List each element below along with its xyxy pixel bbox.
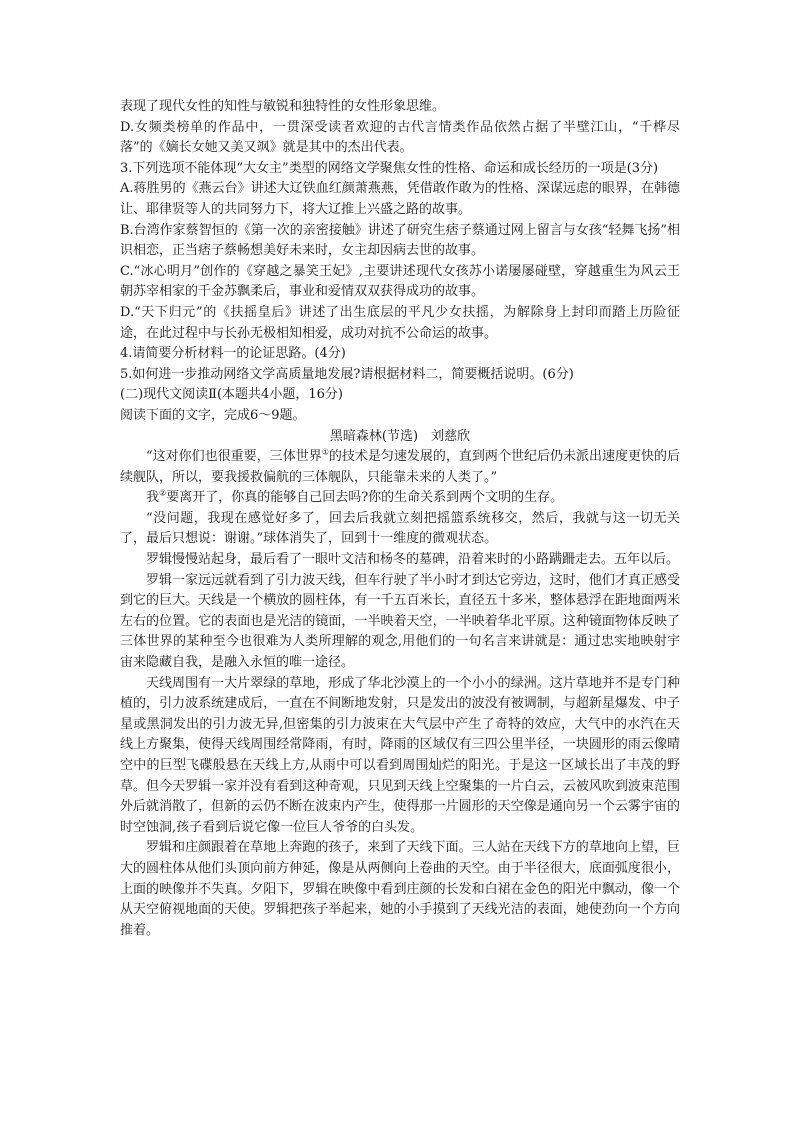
paragraph-text: 的技术是匀速发展的，直到两个世纪后仍未派出速度更快的后续舰队，所以，要我援救偏航的三体舰队，只能靠未来的人类了。” — [120, 449, 680, 485]
question-3-option-b: B.台湾作家蔡智恒的《第一次的亲密接触》讲述了研究生痞子蔡通过网上留言与女孩“轻舞飞扬”相识相恋，正当痞子蔡畅想美好未来时，女主却因病去世的故事。 — [120, 222, 680, 259]
reading-instruction: 阅读下面的文字，完成6～9题。 — [120, 407, 306, 423]
question-3-stem: 3.下列选项不能体现“大女主”类型的网络文学聚焦女性的性格、命运和成长经历的一项是(3分) — [120, 160, 659, 176]
paragraph-text: 我 — [146, 490, 160, 506]
question-3-option-d: D.“天下归元”的《扶摇皇后》讲述了出生底层的平凡少女扶摇，为解除身上封印而踏上历险征途，在此过程中与长孙无极相知相爱，成功对抗不公命运的故事。 — [120, 304, 680, 341]
paragraph-text: “这对你们也很重要，三体世界 — [146, 449, 322, 465]
material-line: 表现了现代女性的知性与敏锐和独特性的女性形象思维。 — [120, 99, 446, 114]
question-4: 4.请简要分析材料一的论证思路。(4分) — [120, 346, 346, 362]
footnote-marker: ① — [321, 447, 329, 457]
section-heading: (二)现代文阅读Ⅱ(本题共4小题，16分) — [120, 387, 343, 403]
document-page — [120, 97, 680, 941]
passage-paragraph-5: 罗辑一家远远就看到了引力波天线，但车行驶了半小时才到达它旁边，这时，他们才真正感受到它的巨大。天线是一个横放的圆柱体，有一千五百米长，直径五十多米，整体悬浮在距地面两米左右的位置。它的表面也是光洁的镜面，一半映着天空，一半映着华北平原。这种镜面物体反映了三体世界的某种至今也很难为人类所理解的观念,用他们的一句名言来讲就是：通过忠实地映射宇宙来隐藏自我，是融入永恒的唯一途径。 — [120, 572, 680, 671]
paragraph-text: 要离开了，你真的能够自己回去吗?你的生命关系到两个文明的生存。 — [166, 490, 564, 506]
question-3-option-a: A.蒋胜男的《燕云台》讲述大辽铁血红颜萧燕燕，凭借敢作敢为的性格、深谋远虑的眼界，在韩德让、耶律贤等人的共同努力下，将大辽推上兴盛之路的故事。 — [120, 181, 680, 217]
passage-paragraph-4: 罗辑慢慢站起身，最后看了一眼叶文洁和杨冬的墓碑，沿着来时的小路蹒跚走去。五年以后。 — [146, 552, 680, 568]
passage-paragraph-1 — [120, 447, 680, 488]
passage-paragraph-6: 天线周围有一大片翠绿的草地，形成了华北沙漠上的一个小小的绿洲。这片草地并不是专门种植的，引力波系统建成后，一直在不间断地发射，只是发出的波没有被调制，与超新星爆发、中子星或黑洞发出的引力波无异,但密集的引力波束在大气层中产生了奇特的效应，大气中的水汽在天线上方聚集，使得天线周围经常降雨，有时，降雨的区域仅有三四公里半径，一块圆形的雨云像晴空中的巨型飞碟般悬在天线上方,从雨中可以看到周围灿烂的阳光。于是这一区域长出了丰茂的野草。但今天罗辑一家并没有看到这种奇观，只见到天线上空聚集的一片白云，云被风吹到波束范围外后就消散了，但新的云仍不断在波束内产生，使得那一片圆形的天空像是通向另一个云雾宇宙的时空蚀洞,孩子看到后说它像一位巨人爷爷的白头发。 — [120, 675, 680, 835]
passage-paragraph-7: 罗辑和庄颜跟着在草地上奔跑的孩子，来到了天线下面。三人站在天线下方的草地向上望，巨大的圆柱体从他们头顶向前方伸延，像是从两侧向上卷曲的天空。由于半径很大，底面弧度很小，上面的映像并不失真。夕阳下，罗辑在映像中看到庄颜的长发和白裙在金色的阳光中飘动，像一个从天空俯视地面的天使。罗辑把孩子举起来，她的小手摸到了天线光洁的表面，她使劲向一个方向推着。 — [120, 840, 680, 938]
question-3-option-c: C.“冰心明月”创作的《穿越之暴笑王妃》,主要讲述现代女孩苏小诺屡屡碰壁，穿越重生为风云王朝苏宰相家的千金苏飘柔后，事业和爱情双双获得成功的故事。 — [120, 263, 680, 300]
passage-paragraph-2 — [120, 488, 680, 509]
passage-paragraph-3: “没问题，我现在感觉好多了，回去后我就立刻把摇篮系统移交，然后，我就与这一切无关了，最后只想说：谢谢。”球体消失了，回到十一维度的微观状态。 — [120, 510, 680, 547]
footnote-marker: ② — [159, 488, 167, 498]
passage-title: 黑暗森林(节选) 刘慈欣 — [329, 428, 471, 444]
option-d-previous: D.女频类榜单的作品中，一贯深受读者欢迎的古代言情类作品依然占据了半壁江山，“千桦尽落”的《嫡长女她又美又飒》就是其中的杰出代表。 — [120, 119, 680, 156]
question-5: 5.如何进一步推动网络文学高质量地发展?请根据材料二，简要概括说明。(6分) — [120, 366, 574, 382]
